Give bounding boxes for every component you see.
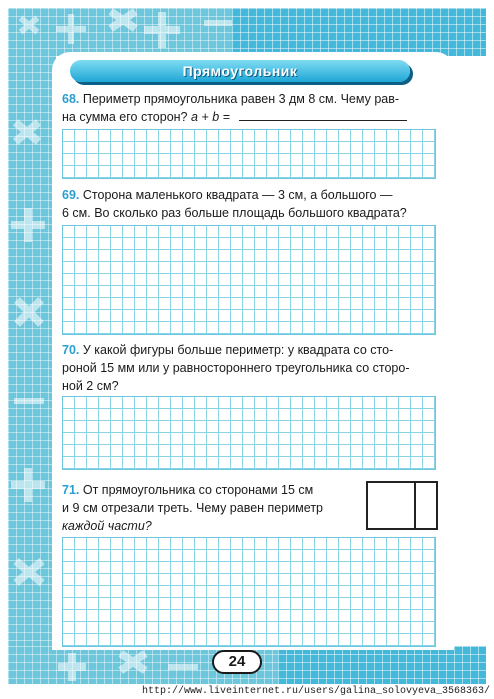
task-70 — [62, 341, 440, 395]
task-text-line1: От прямоугольника со сторонами 15 см — [82, 483, 314, 497]
task-68 — [62, 90, 440, 126]
task-number: 69. — [62, 188, 80, 202]
task-text-line1: У какой фигуры больше периметр: у квадрата со сто- — [82, 343, 394, 357]
section-title: Прямоугольник — [182, 63, 298, 79]
task-text-line3: ной 2 см? — [62, 379, 119, 393]
task-text-line1: Сторона маленького квадрата — 3 см, а большого — — [82, 188, 393, 202]
formula: a + b = — [191, 110, 230, 124]
answer-grid-70[interactable] — [62, 396, 436, 470]
answer-grid-68[interactable] — [62, 129, 436, 179]
source-url: http://www.liveinternet.ru/users/galina_solovyeva_3568363/ — [142, 686, 491, 697]
task-text-line1: Периметр прямоугольника равен 3 дм 8 см. Чему рав- — [82, 92, 400, 106]
source-url-strip — [140, 684, 494, 699]
task-number: 68. — [62, 92, 80, 106]
task-69 — [62, 186, 440, 222]
task-text-line3: каждой части? — [62, 519, 152, 533]
answer-line[interactable] — [239, 108, 407, 121]
answer-grid-69[interactable] — [62, 225, 436, 335]
task-text-line2: роной 15 мм или у равностороннего треугольника со сторо- — [62, 361, 410, 375]
task-71 — [62, 481, 352, 535]
rectangle-divider — [414, 483, 416, 528]
task-number: 71. — [62, 483, 80, 497]
task-text-line2: и 9 см отрезали треть. Чему равен периметр — [62, 501, 323, 515]
task-text-line2: 6 см. Во сколько раз больше площадь большого квадрата? — [62, 206, 407, 220]
section-title-banner — [70, 60, 410, 82]
task-number: 70. — [62, 343, 80, 357]
page-number: 24 — [228, 653, 246, 670]
rectangle-diagram — [366, 481, 438, 530]
task-text-line2: на сумма его сторон? — [62, 110, 188, 124]
page-number-badge — [212, 650, 262, 674]
answer-grid-71[interactable] — [62, 537, 436, 647]
